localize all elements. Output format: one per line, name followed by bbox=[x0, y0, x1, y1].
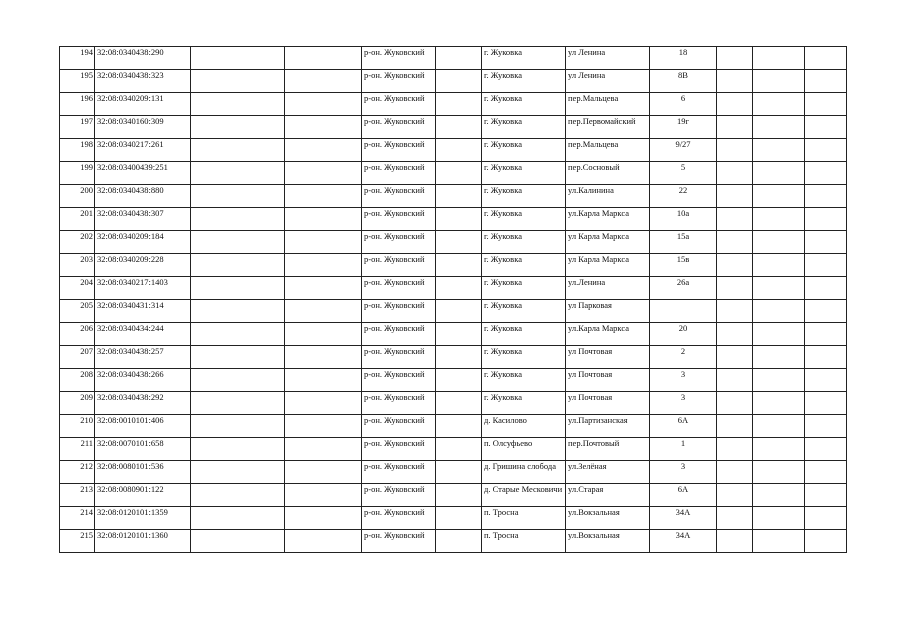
empty-cell bbox=[805, 162, 847, 185]
street-cell: ул Ленина bbox=[566, 47, 650, 70]
district-cell: р-он. Жуковский bbox=[362, 208, 436, 231]
row-number-cell: 204 bbox=[60, 277, 95, 300]
cadastral-number-cell: 32:08:0010101:406 bbox=[95, 415, 191, 438]
row-number-cell: 197 bbox=[60, 116, 95, 139]
locality-cell: г. Жуковка bbox=[482, 254, 566, 277]
empty-cell bbox=[805, 484, 847, 507]
empty-cell bbox=[436, 47, 482, 70]
empty-cell bbox=[805, 530, 847, 553]
empty-cell bbox=[753, 277, 805, 300]
empty-cell bbox=[285, 277, 362, 300]
empty-cell bbox=[285, 208, 362, 231]
table-row bbox=[60, 369, 847, 392]
row-number-cell: 208 bbox=[60, 369, 95, 392]
empty-cell bbox=[805, 70, 847, 93]
row-number-cell: 201 bbox=[60, 208, 95, 231]
house-number-cell: 8В bbox=[650, 70, 717, 93]
empty-cell bbox=[285, 438, 362, 461]
district-cell: р-он. Жуковский bbox=[362, 70, 436, 93]
empty-cell bbox=[191, 415, 285, 438]
locality-cell: г. Жуковка bbox=[482, 392, 566, 415]
locality-cell: г. Жуковка bbox=[482, 346, 566, 369]
empty-cell bbox=[805, 231, 847, 254]
empty-cell bbox=[717, 162, 753, 185]
empty-cell bbox=[717, 392, 753, 415]
empty-cell bbox=[717, 461, 753, 484]
table-row bbox=[60, 231, 847, 254]
cadastral-number-cell: 32:08:0340434:244 bbox=[95, 323, 191, 346]
row-number-cell: 209 bbox=[60, 392, 95, 415]
empty-cell bbox=[753, 139, 805, 162]
empty-cell bbox=[285, 507, 362, 530]
empty-cell bbox=[191, 162, 285, 185]
district-cell: р-он. Жуковский bbox=[362, 277, 436, 300]
property-registry-table bbox=[59, 46, 847, 553]
street-cell: ул Ленина bbox=[566, 70, 650, 93]
locality-cell: г. Жуковка bbox=[482, 323, 566, 346]
locality-cell: п. Олсуфьево bbox=[482, 438, 566, 461]
empty-cell bbox=[285, 162, 362, 185]
empty-cell bbox=[191, 392, 285, 415]
empty-cell bbox=[191, 507, 285, 530]
locality-cell: г. Жуковка bbox=[482, 185, 566, 208]
empty-cell bbox=[191, 185, 285, 208]
empty-cell bbox=[753, 392, 805, 415]
house-number-cell: 3 bbox=[650, 369, 717, 392]
locality-cell: г. Жуковка bbox=[482, 300, 566, 323]
empty-cell bbox=[753, 47, 805, 70]
empty-cell bbox=[753, 323, 805, 346]
empty-cell bbox=[753, 231, 805, 254]
empty-cell bbox=[717, 70, 753, 93]
table-row bbox=[60, 415, 847, 438]
empty-cell bbox=[717, 47, 753, 70]
empty-cell bbox=[805, 185, 847, 208]
empty-cell bbox=[285, 139, 362, 162]
empty-cell bbox=[753, 369, 805, 392]
empty-cell bbox=[191, 461, 285, 484]
cadastral-number-cell: 32:08:0340209:184 bbox=[95, 231, 191, 254]
district-cell: р-он. Жуковский bbox=[362, 139, 436, 162]
empty-cell bbox=[753, 185, 805, 208]
empty-cell bbox=[717, 116, 753, 139]
street-cell: ул Почтовая bbox=[566, 392, 650, 415]
empty-cell bbox=[805, 116, 847, 139]
district-cell: р-он. Жуковский bbox=[362, 461, 436, 484]
street-cell: ул Карла Маркса bbox=[566, 231, 650, 254]
cadastral-number-cell: 32:08:0080901:122 bbox=[95, 484, 191, 507]
house-number-cell: 6А bbox=[650, 484, 717, 507]
empty-cell bbox=[436, 346, 482, 369]
street-cell: ул.Зелёная bbox=[566, 461, 650, 484]
empty-cell bbox=[285, 461, 362, 484]
table-row bbox=[60, 507, 847, 530]
locality-cell: д. Гришина слобода bbox=[482, 461, 566, 484]
empty-cell bbox=[191, 93, 285, 116]
empty-cell bbox=[717, 139, 753, 162]
table-row bbox=[60, 392, 847, 415]
street-cell: ул.Партизанская bbox=[566, 415, 650, 438]
cadastral-number-cell: 32:08:0070101:658 bbox=[95, 438, 191, 461]
street-cell: ул.Ленина bbox=[566, 277, 650, 300]
street-cell: ул Почтовая bbox=[566, 346, 650, 369]
empty-cell bbox=[805, 507, 847, 530]
row-number-cell: 202 bbox=[60, 231, 95, 254]
house-number-cell: 1 bbox=[650, 438, 717, 461]
table-row bbox=[60, 346, 847, 369]
empty-cell bbox=[753, 70, 805, 93]
district-cell: р-он. Жуковский bbox=[362, 231, 436, 254]
empty-cell bbox=[436, 484, 482, 507]
locality-cell: г. Жуковка bbox=[482, 116, 566, 139]
cadastral-number-cell: 32:08:0120101:1359 bbox=[95, 507, 191, 530]
cadastral-number-cell: 32:08:0340438:307 bbox=[95, 208, 191, 231]
empty-cell bbox=[717, 231, 753, 254]
locality-cell: п. Тросна bbox=[482, 507, 566, 530]
cadastral-number-cell: 32:08:0340438:266 bbox=[95, 369, 191, 392]
table-row bbox=[60, 70, 847, 93]
empty-cell bbox=[753, 300, 805, 323]
empty-cell bbox=[191, 254, 285, 277]
cadastral-number-cell: 32:08:0340217:261 bbox=[95, 139, 191, 162]
locality-cell: г. Жуковка bbox=[482, 93, 566, 116]
street-cell: ул Почтовая bbox=[566, 369, 650, 392]
empty-cell bbox=[191, 231, 285, 254]
empty-cell bbox=[285, 392, 362, 415]
house-number-cell: 6 bbox=[650, 93, 717, 116]
empty-cell bbox=[285, 47, 362, 70]
street-cell: ул.Вокзальная bbox=[566, 530, 650, 553]
empty-cell bbox=[436, 300, 482, 323]
empty-cell bbox=[717, 208, 753, 231]
house-number-cell: 18 bbox=[650, 47, 717, 70]
table-row bbox=[60, 438, 847, 461]
row-number-cell: 210 bbox=[60, 415, 95, 438]
cadastral-number-cell: 32:08:0340217:1403 bbox=[95, 277, 191, 300]
district-cell: р-он. Жуковский bbox=[362, 47, 436, 70]
empty-cell bbox=[805, 277, 847, 300]
empty-cell bbox=[436, 507, 482, 530]
empty-cell bbox=[717, 530, 753, 553]
empty-cell bbox=[805, 323, 847, 346]
empty-cell bbox=[436, 254, 482, 277]
empty-cell bbox=[436, 369, 482, 392]
house-number-cell: 34А bbox=[650, 507, 717, 530]
table-row bbox=[60, 530, 847, 553]
district-cell: р-он. Жуковский bbox=[362, 93, 436, 116]
empty-cell bbox=[191, 47, 285, 70]
empty-cell bbox=[285, 70, 362, 93]
cadastral-number-cell: 32:08:0340438:257 bbox=[95, 346, 191, 369]
empty-cell bbox=[436, 530, 482, 553]
district-cell: р-он. Жуковский bbox=[362, 185, 436, 208]
empty-cell bbox=[285, 484, 362, 507]
locality-cell: г. Жуковка bbox=[482, 277, 566, 300]
table-row bbox=[60, 93, 847, 116]
empty-cell bbox=[285, 231, 362, 254]
empty-cell bbox=[753, 116, 805, 139]
table-body bbox=[60, 47, 847, 553]
empty-cell bbox=[191, 346, 285, 369]
empty-cell bbox=[436, 231, 482, 254]
cadastral-number-cell: 32:08:0080101:536 bbox=[95, 461, 191, 484]
empty-cell bbox=[805, 346, 847, 369]
empty-cell bbox=[717, 185, 753, 208]
empty-cell bbox=[753, 507, 805, 530]
row-number-cell: 194 bbox=[60, 47, 95, 70]
empty-cell bbox=[436, 415, 482, 438]
district-cell: р-он. Жуковский bbox=[362, 162, 436, 185]
table-row bbox=[60, 208, 847, 231]
row-number-cell: 206 bbox=[60, 323, 95, 346]
street-cell: пер.Мальцева bbox=[566, 139, 650, 162]
empty-cell bbox=[436, 162, 482, 185]
district-cell: р-он. Жуковский bbox=[362, 254, 436, 277]
locality-cell: г. Жуковка bbox=[482, 47, 566, 70]
cadastral-number-cell: 32:08:0340438:290 bbox=[95, 47, 191, 70]
empty-cell bbox=[805, 254, 847, 277]
empty-cell bbox=[753, 162, 805, 185]
empty-cell bbox=[191, 277, 285, 300]
cadastral-number-cell: 32:08:0340438:323 bbox=[95, 70, 191, 93]
empty-cell bbox=[805, 93, 847, 116]
row-number-cell: 200 bbox=[60, 185, 95, 208]
house-number-cell: 3 bbox=[650, 461, 717, 484]
locality-cell: г. Жуковка bbox=[482, 369, 566, 392]
house-number-cell: 2 bbox=[650, 346, 717, 369]
district-cell: р-он. Жуковский bbox=[362, 484, 436, 507]
house-number-cell bbox=[650, 300, 717, 323]
locality-cell: п. Тросна bbox=[482, 530, 566, 553]
cadastral-number-cell: 32:08:0340438:880 bbox=[95, 185, 191, 208]
row-number-cell: 205 bbox=[60, 300, 95, 323]
house-number-cell: 20 bbox=[650, 323, 717, 346]
empty-cell bbox=[191, 139, 285, 162]
empty-cell bbox=[805, 461, 847, 484]
row-number-cell: 195 bbox=[60, 70, 95, 93]
empty-cell bbox=[805, 392, 847, 415]
house-number-cell: 5 bbox=[650, 162, 717, 185]
table-row bbox=[60, 162, 847, 185]
empty-cell bbox=[717, 438, 753, 461]
street-cell: пер.Сосновый bbox=[566, 162, 650, 185]
house-number-cell: 9/27 bbox=[650, 139, 717, 162]
empty-cell bbox=[436, 461, 482, 484]
empty-cell bbox=[717, 277, 753, 300]
street-cell: пер.Мальцева bbox=[566, 93, 650, 116]
empty-cell bbox=[285, 254, 362, 277]
empty-cell bbox=[436, 277, 482, 300]
empty-cell bbox=[436, 323, 482, 346]
table-row bbox=[60, 116, 847, 139]
cadastral-number-cell: 32:08:0340160:309 bbox=[95, 116, 191, 139]
table-row bbox=[60, 277, 847, 300]
locality-cell: д. Старые Месковичи bbox=[482, 484, 566, 507]
empty-cell bbox=[285, 300, 362, 323]
house-number-cell: 19г bbox=[650, 116, 717, 139]
empty-cell bbox=[191, 369, 285, 392]
empty-cell bbox=[805, 415, 847, 438]
empty-cell bbox=[805, 300, 847, 323]
house-number-cell: 15а bbox=[650, 231, 717, 254]
locality-cell: г. Жуковка bbox=[482, 70, 566, 93]
district-cell: р-он. Жуковский bbox=[362, 300, 436, 323]
empty-cell bbox=[285, 323, 362, 346]
district-cell: р-он. Жуковский bbox=[362, 530, 436, 553]
empty-cell bbox=[191, 116, 285, 139]
row-number-cell: 199 bbox=[60, 162, 95, 185]
empty-cell bbox=[717, 93, 753, 116]
empty-cell bbox=[805, 208, 847, 231]
table-row bbox=[60, 139, 847, 162]
empty-cell bbox=[191, 208, 285, 231]
house-number-cell: 26а bbox=[650, 277, 717, 300]
table-row bbox=[60, 484, 847, 507]
empty-cell bbox=[191, 484, 285, 507]
house-number-cell: 15в bbox=[650, 254, 717, 277]
cadastral-number-cell: 32:08:0340438:292 bbox=[95, 392, 191, 415]
row-number-cell: 212 bbox=[60, 461, 95, 484]
house-number-cell: 6А bbox=[650, 415, 717, 438]
empty-cell bbox=[285, 116, 362, 139]
empty-cell bbox=[436, 70, 482, 93]
empty-cell bbox=[753, 530, 805, 553]
street-cell: ул.Калинина bbox=[566, 185, 650, 208]
street-cell: ул.Карла Маркса bbox=[566, 323, 650, 346]
row-number-cell: 198 bbox=[60, 139, 95, 162]
row-number-cell: 213 bbox=[60, 484, 95, 507]
cadastral-number-cell: 32:08:03400439:251 bbox=[95, 162, 191, 185]
locality-cell: г. Жуковка bbox=[482, 162, 566, 185]
table-row bbox=[60, 461, 847, 484]
house-number-cell: 22 bbox=[650, 185, 717, 208]
empty-cell bbox=[717, 346, 753, 369]
empty-cell bbox=[805, 438, 847, 461]
district-cell: р-он. Жуковский bbox=[362, 346, 436, 369]
street-cell: ул Карла Маркса bbox=[566, 254, 650, 277]
empty-cell bbox=[436, 208, 482, 231]
house-number-cell: 34А bbox=[650, 530, 717, 553]
empty-cell bbox=[753, 93, 805, 116]
cadastral-number-cell: 32:08:0340209:228 bbox=[95, 254, 191, 277]
house-number-cell: 10а bbox=[650, 208, 717, 231]
empty-cell bbox=[436, 139, 482, 162]
empty-cell bbox=[717, 484, 753, 507]
empty-cell bbox=[717, 323, 753, 346]
empty-cell bbox=[285, 415, 362, 438]
empty-cell bbox=[191, 323, 285, 346]
empty-cell bbox=[436, 438, 482, 461]
empty-cell bbox=[717, 415, 753, 438]
empty-cell bbox=[436, 93, 482, 116]
district-cell: р-он. Жуковский bbox=[362, 369, 436, 392]
empty-cell bbox=[717, 300, 753, 323]
table-row bbox=[60, 47, 847, 70]
empty-cell bbox=[191, 438, 285, 461]
locality-cell: г. Жуковка bbox=[482, 139, 566, 162]
empty-cell bbox=[753, 461, 805, 484]
empty-cell bbox=[717, 369, 753, 392]
empty-cell bbox=[436, 392, 482, 415]
empty-cell bbox=[285, 346, 362, 369]
table-row bbox=[60, 254, 847, 277]
empty-cell bbox=[753, 438, 805, 461]
district-cell: р-он. Жуковский bbox=[362, 415, 436, 438]
cadastral-number-cell: 32:08:0340209:131 bbox=[95, 93, 191, 116]
empty-cell bbox=[717, 507, 753, 530]
empty-cell bbox=[436, 185, 482, 208]
table-row bbox=[60, 185, 847, 208]
locality-cell: г. Жуковка bbox=[482, 231, 566, 254]
row-number-cell: 214 bbox=[60, 507, 95, 530]
street-cell: ул.Старая bbox=[566, 484, 650, 507]
empty-cell bbox=[191, 530, 285, 553]
empty-cell bbox=[285, 185, 362, 208]
table-row bbox=[60, 323, 847, 346]
street-cell: ул Парковая bbox=[566, 300, 650, 323]
district-cell: р-он. Жуковский bbox=[362, 116, 436, 139]
empty-cell bbox=[805, 369, 847, 392]
empty-cell bbox=[285, 530, 362, 553]
empty-cell bbox=[753, 208, 805, 231]
row-number-cell: 207 bbox=[60, 346, 95, 369]
empty-cell bbox=[753, 254, 805, 277]
cadastral-number-cell: 32:08:0340431:314 bbox=[95, 300, 191, 323]
row-number-cell: 196 bbox=[60, 93, 95, 116]
empty-cell bbox=[753, 346, 805, 369]
district-cell: р-он. Жуковский bbox=[362, 323, 436, 346]
locality-cell: д. Касилово bbox=[482, 415, 566, 438]
empty-cell bbox=[717, 254, 753, 277]
row-number-cell: 215 bbox=[60, 530, 95, 553]
district-cell: р-он. Жуковский bbox=[362, 507, 436, 530]
row-number-cell: 211 bbox=[60, 438, 95, 461]
empty-cell bbox=[753, 484, 805, 507]
empty-cell bbox=[805, 139, 847, 162]
empty-cell bbox=[753, 415, 805, 438]
empty-cell bbox=[191, 300, 285, 323]
empty-cell bbox=[805, 47, 847, 70]
row-number-cell: 203 bbox=[60, 254, 95, 277]
street-cell: пер.Почтовый bbox=[566, 438, 650, 461]
district-cell: р-он. Жуковский bbox=[362, 438, 436, 461]
empty-cell bbox=[285, 369, 362, 392]
empty-cell bbox=[191, 70, 285, 93]
street-cell: пер.Первомайский bbox=[566, 116, 650, 139]
district-cell: р-он. Жуковский bbox=[362, 392, 436, 415]
empty-cell bbox=[436, 116, 482, 139]
locality-cell: г. Жуковка bbox=[482, 208, 566, 231]
cadastral-number-cell: 32:08:0120101:1360 bbox=[95, 530, 191, 553]
street-cell: ул.Вокзальная bbox=[566, 507, 650, 530]
empty-cell bbox=[285, 93, 362, 116]
house-number-cell: 3 bbox=[650, 392, 717, 415]
table-row bbox=[60, 300, 847, 323]
street-cell: ул.Карла Маркса bbox=[566, 208, 650, 231]
